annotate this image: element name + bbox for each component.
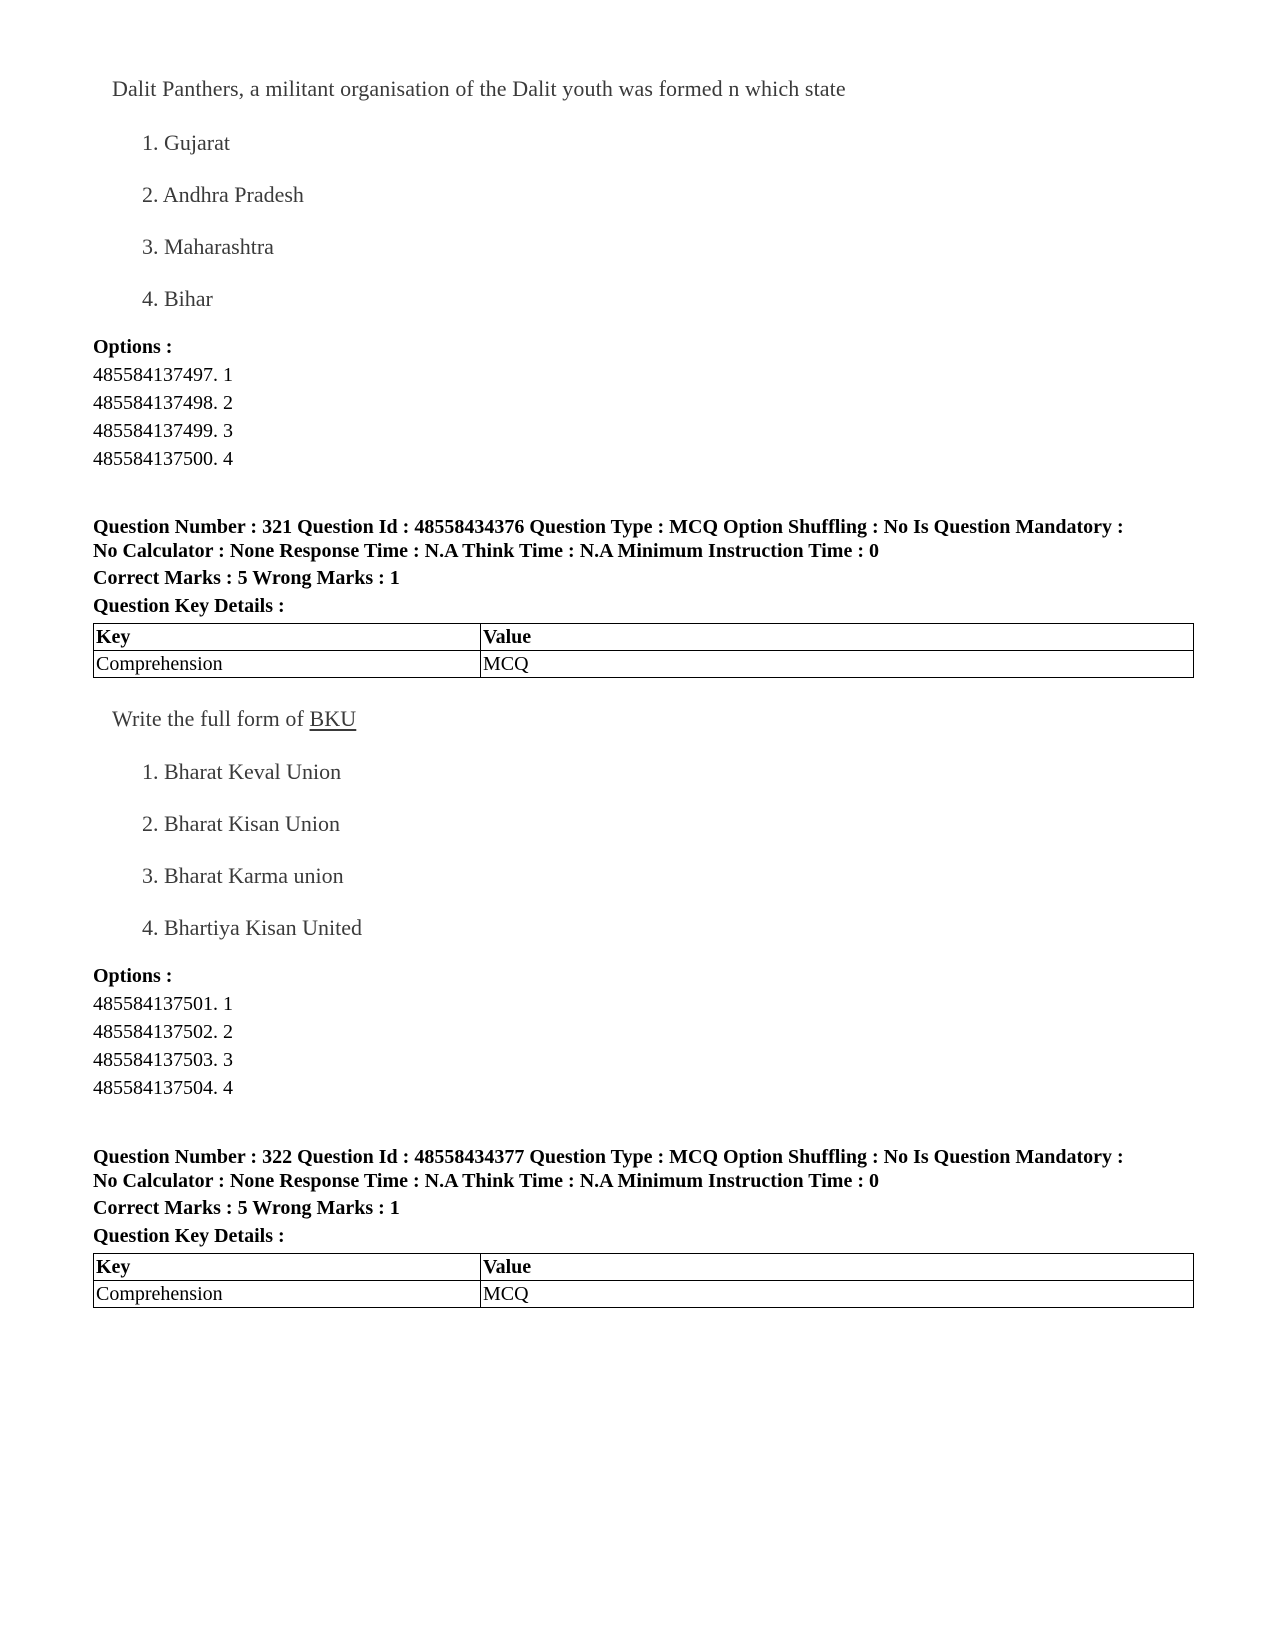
meta-line-2: No Calculator : None Response Time : N.A Think Time : N.A Minimum Instruction Time : 0 bbox=[93, 540, 879, 562]
question-meta-322 bbox=[93, 1145, 1203, 1193]
table-cell-key: Comprehension bbox=[94, 651, 481, 678]
table-cell-key: Comprehension bbox=[94, 1281, 481, 1308]
marks-line: Correct Marks : 5 Wrong Marks : 1 bbox=[93, 1197, 400, 1219]
table-cell-value: MCQ bbox=[481, 651, 1194, 678]
key-value-table bbox=[93, 1253, 1194, 1308]
table-row bbox=[94, 651, 1194, 678]
key-details-label: Question Key Details : bbox=[93, 1225, 285, 1247]
choice-1: 1. Gujarat bbox=[142, 130, 230, 155]
option-id-3: 485584137503. 3 bbox=[93, 1049, 233, 1071]
meta-line-1: Question Number : 321 Question Id : 48558434376 Question Type : MCQ Option Shuffling : No Is Question Mandatory : bbox=[93, 516, 1124, 538]
options-label: Options : bbox=[93, 965, 173, 987]
key-value-table bbox=[93, 623, 1194, 678]
choice-2: 2. Andhra Pradesh bbox=[142, 182, 304, 207]
question-meta-321 bbox=[93, 515, 1203, 563]
question-stem: Dalit Panthers, a militant organisation of the Dalit youth was formed n which state bbox=[112, 76, 846, 101]
table-header-key: Key bbox=[94, 1254, 481, 1281]
table-row bbox=[94, 1281, 1194, 1308]
table-header-row bbox=[94, 1254, 1194, 1281]
option-id-3: 485584137499. 3 bbox=[93, 420, 233, 442]
table-header-value: Value bbox=[481, 624, 1194, 651]
table-cell-value: MCQ bbox=[481, 1281, 1194, 1308]
options-label: Options : bbox=[93, 336, 173, 358]
table-header-value: Value bbox=[481, 1254, 1194, 1281]
stem-term: BKU bbox=[309, 706, 357, 731]
choice-1: 1. Bharat Keval Union bbox=[142, 759, 342, 784]
option-id-1: 485584137501. 1 bbox=[93, 993, 233, 1015]
choice-3: 3. Bharat Karma union bbox=[142, 863, 344, 888]
table-header-key: Key bbox=[94, 624, 481, 651]
choice-4: 4. Bhartiya Kisan United bbox=[142, 915, 362, 940]
choice-3: 3. Maharashtra bbox=[142, 234, 274, 259]
option-id-4: 485584137500. 4 bbox=[93, 448, 233, 470]
meta-line-2: No Calculator : None Response Time : N.A Think Time : N.A Minimum Instruction Time : 0 bbox=[93, 1170, 879, 1192]
choice-2: 2. Bharat Kisan Union bbox=[142, 811, 340, 836]
question-stem bbox=[112, 706, 356, 732]
option-id-4: 485584137504. 4 bbox=[93, 1077, 233, 1099]
stem-text: Write the full form of bbox=[112, 706, 310, 731]
choice-4: 4. Bihar bbox=[142, 286, 213, 311]
meta-line-1: Question Number : 322 Question Id : 48558434377 Question Type : MCQ Option Shuffling : No Is Question Mandatory : bbox=[93, 1146, 1124, 1168]
option-id-2: 485584137498. 2 bbox=[93, 392, 233, 414]
table-header-row bbox=[94, 624, 1194, 651]
marks-line: Correct Marks : 5 Wrong Marks : 1 bbox=[93, 567, 400, 589]
option-id-2: 485584137502. 2 bbox=[93, 1021, 233, 1043]
key-details-label: Question Key Details : bbox=[93, 595, 285, 617]
option-id-1: 485584137497. 1 bbox=[93, 364, 233, 386]
